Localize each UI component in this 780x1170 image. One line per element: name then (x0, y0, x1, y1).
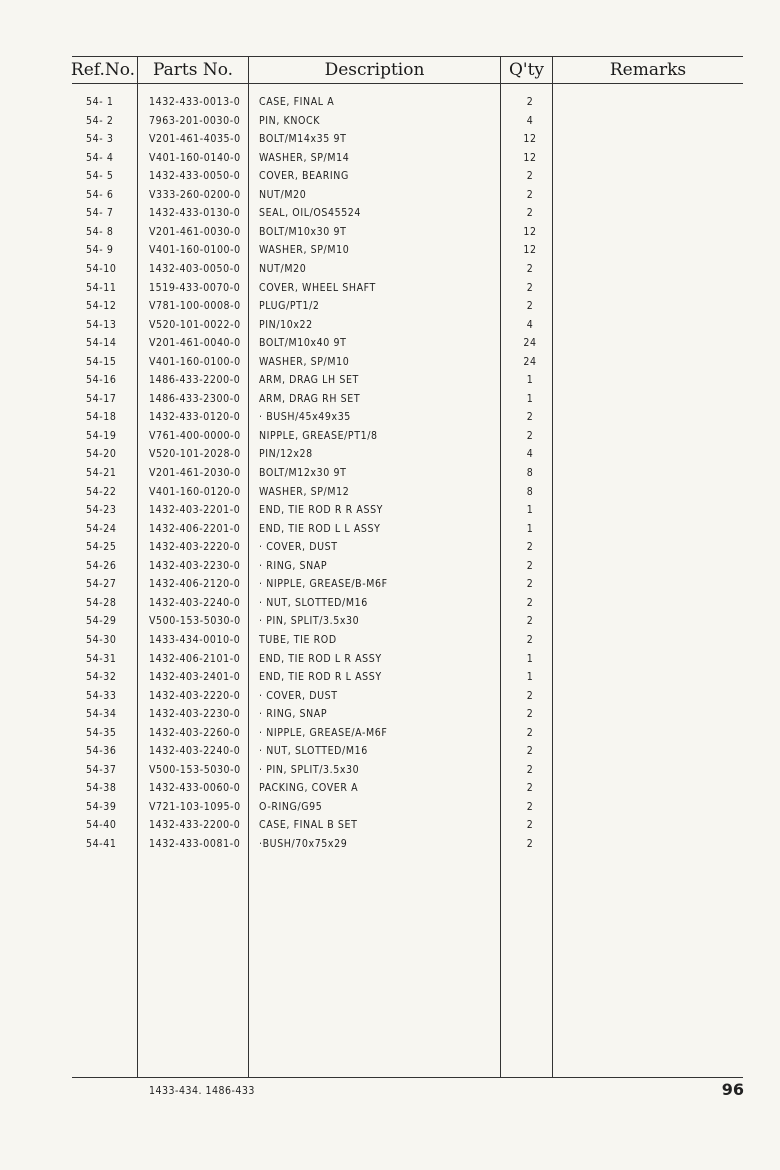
header-qty: Q'ty (508, 60, 545, 80)
table-row (0, 408, 780, 426)
parts-no-cell: V333-260-0200-0 (149, 188, 241, 201)
parts-no-cell: 1432-403-2240-0 (149, 596, 241, 609)
parts-no-cell: V761-400-0000-0 (149, 429, 241, 442)
ref-no-cell: 54-34 (86, 708, 117, 721)
ref-no-cell: 54-10 (86, 262, 117, 275)
parts-no-cell: 1432-403-2230-0 (149, 708, 241, 721)
table-row (0, 705, 780, 723)
ref-no-cell: 54-19 (86, 429, 117, 442)
description-cell: NUT/M20 (259, 262, 307, 275)
description-cell: PIN/12x28 (259, 448, 313, 461)
parts-no-cell: V500-153-5030-0 (149, 615, 241, 628)
description-cell: BOLT/M10x30 9T (259, 225, 347, 238)
ref-no-cell: 54-15 (86, 355, 117, 368)
ref-no-cell: 54-26 (86, 559, 117, 572)
qty-cell: 12 (523, 151, 537, 164)
description-cell: END, TIE ROD R R ASSY (259, 504, 384, 517)
description-cell: WASHER, SP/M10 (259, 355, 350, 368)
qty-cell: 2 (526, 838, 534, 850)
qty-cell: 2 (526, 170, 534, 183)
description-cell: END, TIE ROD R L ASSY (259, 671, 382, 684)
ref-no-cell: 54-17 (86, 392, 117, 405)
table-row (0, 204, 780, 222)
qty-cell: 2 (526, 207, 534, 220)
table-row (0, 186, 780, 204)
description-cell: · RING, SNAP (259, 708, 328, 721)
description-cell: PLUG/PT1/2 (259, 300, 320, 313)
table-row (0, 724, 780, 742)
description-cell: · NUT, SLOTTED/M16 (259, 596, 368, 609)
qty-cell: 12 (523, 133, 537, 146)
header-bottom-rule (72, 83, 743, 84)
table-row (0, 427, 780, 445)
description-cell: · COVER, DUST (259, 541, 338, 554)
ref-no-cell: 54- 1 (86, 96, 114, 108)
ref-no-cell: 54-30 (86, 633, 117, 646)
parts-no-cell: 1432-433-0050-0 (149, 170, 241, 183)
parts-no-cell: 1486-433-2300-0 (149, 392, 241, 405)
parts-no-cell: 1519-433-0070-0 (149, 281, 241, 294)
table-row (0, 149, 780, 167)
table-row (0, 260, 780, 278)
parts-no-cell: 1432-403-2401-0 (149, 671, 241, 684)
ref-no-cell: 54- 3 (86, 133, 114, 146)
qty-cell: 8 (526, 467, 534, 479)
parts-no-cell: V401-160-0100-0 (149, 244, 241, 257)
table-row (0, 538, 780, 556)
parts-no-cell: 1432-433-0060-0 (149, 782, 241, 795)
table-row (0, 464, 780, 482)
description-cell: NIPPLE, GREASE/PT1/8 (259, 429, 378, 442)
description-cell: WASHER, SP/M12 (259, 485, 350, 498)
parts-no-cell: 1432-403-2260-0 (149, 726, 241, 739)
qty-cell: 1 (526, 392, 534, 405)
ref-no-cell: 54-21 (86, 467, 117, 479)
ref-no-cell: 54-11 (86, 281, 117, 294)
description-cell: · BUSH/45x49x35 (259, 411, 351, 424)
table-row (0, 445, 780, 463)
ref-no-cell: 54-41 (86, 838, 117, 850)
parts-no-cell: V401-160-0100-0 (149, 355, 241, 368)
description-cell: · RING, SNAP (259, 559, 328, 572)
table-row (0, 279, 780, 297)
table-row (0, 742, 780, 760)
ref-no-cell: 54-33 (86, 689, 117, 702)
description-cell: COVER, BEARING (259, 170, 349, 183)
table-row (0, 334, 780, 352)
table-row (0, 650, 780, 668)
qty-cell: 2 (526, 281, 534, 294)
parts-no-cell: 1433-434-0010-0 (149, 633, 241, 646)
description-cell: CASE, FINAL B SET (259, 819, 358, 832)
table-bottom-rule (72, 1077, 743, 1078)
qty-cell: 1 (526, 504, 534, 517)
parts-no-cell: 7963-201-0030-0 (149, 114, 241, 127)
table-row (0, 223, 780, 241)
parts-no-cell: 1432-403-2220-0 (149, 689, 241, 702)
parts-no-cell: 1432-433-0130-0 (149, 207, 241, 220)
table-row (0, 687, 780, 705)
table-row (0, 390, 780, 408)
header-remarks: Remarks (609, 60, 687, 80)
table-row (0, 316, 780, 334)
parts-no-cell: V201-461-4035-0 (149, 133, 241, 146)
description-cell: SEAL, OIL/OS45524 (259, 207, 362, 220)
parts-no-cell: 1432-406-2201-0 (149, 522, 241, 535)
table-row (0, 835, 780, 853)
qty-cell: 24 (523, 355, 537, 368)
description-cell: ARM, DRAG RH SET (259, 392, 361, 405)
qty-cell: 1 (526, 671, 534, 684)
qty-cell: 2 (526, 708, 534, 721)
parts-no-cell: 1486-433-2200-0 (149, 374, 241, 387)
description-cell: PIN, KNOCK (259, 114, 321, 127)
qty-cell: 2 (526, 300, 534, 313)
table-row (0, 816, 780, 834)
parts-no-cell: 1432-403-2220-0 (149, 541, 241, 554)
qty-cell: 2 (526, 188, 534, 201)
table-row (0, 297, 780, 315)
qty-cell: 2 (526, 726, 534, 739)
ref-no-cell: 54-31 (86, 652, 117, 665)
description-cell: O-RING/G95 (259, 800, 323, 813)
ref-no-cell: 54- 6 (86, 188, 114, 201)
qty-cell: 12 (523, 225, 537, 238)
table-row (0, 668, 780, 686)
qty-cell: 2 (526, 541, 534, 554)
ref-no-cell: 54- 8 (86, 225, 114, 238)
parts-no-cell: V401-160-0120-0 (149, 485, 241, 498)
ref-no-cell: 54-12 (86, 300, 117, 313)
description-cell: PACKING, COVER A (259, 782, 359, 795)
description-cell: BOLT/M10x40 9T (259, 337, 347, 350)
description-cell: · NUT, SLOTTED/M16 (259, 745, 368, 758)
parts-no-cell: 1432-406-2101-0 (149, 652, 241, 665)
table-row (0, 483, 780, 501)
description-cell: · PIN, SPLIT/3.5x30 (259, 763, 360, 776)
description-cell: · NIPPLE, GREASE/A-M6F (259, 726, 388, 739)
qty-cell: 2 (526, 819, 534, 832)
parts-no-cell: 1432-403-0050-0 (149, 262, 241, 275)
qty-cell: 1 (526, 522, 534, 535)
ref-no-cell: 54-14 (86, 337, 117, 350)
description-cell: END, TIE ROD L R ASSY (259, 652, 382, 665)
qty-cell: 2 (526, 745, 534, 758)
table-row (0, 520, 780, 538)
table-row (0, 761, 780, 779)
header-description: Description (324, 60, 425, 80)
ref-no-cell: 54-32 (86, 671, 117, 684)
ref-no-cell: 54-13 (86, 318, 117, 331)
parts-no-cell: V401-160-0140-0 (149, 151, 241, 164)
ref-no-cell: 54-36 (86, 745, 117, 758)
table-row (0, 612, 780, 630)
description-cell: ARM, DRAG LH SET (259, 374, 359, 387)
parts-no-cell: V201-461-0040-0 (149, 337, 241, 350)
qty-cell: 2 (526, 782, 534, 795)
parts-no-cell: 1432-433-0081-0 (149, 838, 241, 850)
parts-no-cell: V520-101-0022-0 (149, 318, 241, 331)
parts-no-cell: V201-461-0030-0 (149, 225, 241, 238)
ref-no-cell: 54-29 (86, 615, 117, 628)
ref-no-cell: 54-28 (86, 596, 117, 609)
qty-cell: 2 (526, 596, 534, 609)
qty-cell: 2 (526, 800, 534, 813)
qty-cell: 4 (526, 318, 534, 331)
description-cell: BOLT/M12x30 9T (259, 467, 347, 479)
table-row (0, 557, 780, 575)
parts-no-cell: 1432-403-2230-0 (149, 559, 241, 572)
header-ref-no: Ref.No. (70, 60, 136, 80)
table-row (0, 575, 780, 593)
ref-no-cell: 54- 2 (86, 114, 114, 127)
table-row (0, 631, 780, 649)
ref-no-cell: 54- 5 (86, 170, 114, 183)
description-cell: ·BUSH/70x75x29 (259, 838, 348, 850)
description-cell: COVER, WHEEL SHAFT (259, 281, 376, 294)
description-cell: · NIPPLE, GREASE/B-M6F (259, 578, 388, 591)
ref-no-cell: 54-24 (86, 522, 117, 535)
header-parts-no: Parts No. (152, 60, 234, 80)
table-row (0, 93, 780, 111)
ref-no-cell: 54-16 (86, 374, 117, 387)
qty-cell: 2 (526, 559, 534, 572)
parts-no-cell: V721-103-1095-0 (149, 800, 241, 813)
qty-cell: 1 (526, 374, 534, 387)
table-row (0, 241, 780, 259)
description-cell: WASHER, SP/M10 (259, 244, 350, 257)
table-row (0, 779, 780, 797)
parts-no-cell: V520-101-2028-0 (149, 448, 241, 461)
qty-cell: 4 (526, 114, 534, 127)
description-cell: TUBE, TIE ROD (259, 633, 337, 646)
qty-cell: 2 (526, 411, 534, 424)
description-cell: · PIN, SPLIT/3.5x30 (259, 615, 360, 628)
ref-no-cell: 54-27 (86, 578, 117, 591)
description-cell: BOLT/M14x35 9T (259, 133, 347, 146)
parts-no-cell: 1432-406-2120-0 (149, 578, 241, 591)
ref-no-cell: 54-20 (86, 448, 117, 461)
footer-model-codes: 1433-434. 1486-433 (149, 1085, 255, 1097)
parts-no-cell: 1432-433-0013-0 (149, 96, 241, 108)
ref-no-cell: 54-35 (86, 726, 117, 739)
ref-no-cell: 54-39 (86, 800, 117, 813)
parts-no-cell: 1432-433-2200-0 (149, 819, 241, 832)
description-cell: CASE, FINAL A (259, 96, 335, 108)
parts-no-cell: V500-153-5030-0 (149, 763, 241, 776)
table-row (0, 353, 780, 371)
qty-cell: 2 (526, 578, 534, 591)
description-cell: · COVER, DUST (259, 689, 338, 702)
table-row (0, 371, 780, 389)
table-top-rule (72, 56, 743, 57)
qty-cell: 2 (526, 633, 534, 646)
qty-cell: 2 (526, 96, 534, 108)
description-cell: END, TIE ROD L L ASSY (259, 522, 381, 535)
page-number: 96 (721, 1080, 744, 1099)
ref-no-cell: 54- 4 (86, 151, 114, 164)
parts-no-cell: 1432-403-2240-0 (149, 745, 241, 758)
description-cell: PIN/10x22 (259, 318, 313, 331)
table-row (0, 501, 780, 519)
ref-no-cell: 54-37 (86, 763, 117, 776)
description-cell: NUT/M20 (259, 188, 307, 201)
qty-cell: 2 (526, 429, 534, 442)
qty-cell: 8 (526, 485, 534, 498)
qty-cell: 2 (526, 689, 534, 702)
parts-no-cell: 1432-433-0120-0 (149, 411, 241, 424)
ref-no-cell: 54-25 (86, 541, 117, 554)
qty-cell: 4 (526, 448, 534, 461)
parts-no-cell: V201-461-2030-0 (149, 467, 241, 479)
qty-cell: 2 (526, 615, 534, 628)
ref-no-cell: 54-38 (86, 782, 117, 795)
parts-no-cell: V781-100-0008-0 (149, 300, 241, 313)
qty-cell: 2 (526, 763, 534, 776)
ref-no-cell: 54- 7 (86, 207, 114, 220)
ref-no-cell: 54-18 (86, 411, 117, 424)
table-row (0, 112, 780, 130)
ref-no-cell: 54-40 (86, 819, 117, 832)
qty-cell: 1 (526, 652, 534, 665)
table-row (0, 167, 780, 185)
table-row (0, 130, 780, 148)
qty-cell: 12 (523, 244, 537, 257)
table-row (0, 798, 780, 816)
qty-cell: 2 (526, 262, 534, 275)
ref-no-cell: 54-22 (86, 485, 117, 498)
ref-no-cell: 54- 9 (86, 244, 114, 257)
ref-no-cell: 54-23 (86, 504, 117, 517)
parts-no-cell: 1432-403-2201-0 (149, 504, 241, 517)
qty-cell: 24 (523, 337, 537, 350)
description-cell: WASHER, SP/M14 (259, 151, 350, 164)
table-row (0, 594, 780, 612)
